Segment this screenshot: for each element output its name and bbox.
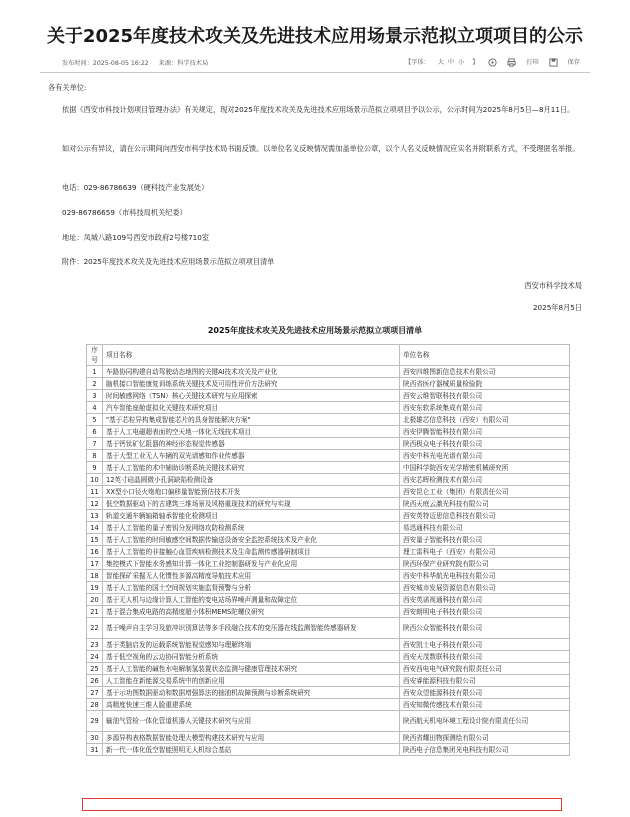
unit-name-cell: 西安众望能源科技有限公司	[400, 687, 570, 699]
row-number: 13	[87, 510, 103, 522]
table-row	[87, 402, 570, 414]
header-project-name: 项目名称	[103, 345, 400, 366]
unit-name-cell: 西安中科华航光电科技有限公司	[400, 570, 570, 582]
table-row	[87, 618, 570, 639]
table-row	[87, 699, 570, 711]
project-name-cell: 轨道交通车辆轴箱轴承智能化检测项目	[103, 510, 400, 522]
project-name-cell: 基于人工电磁超表面的空天地一体化无线技术项目	[103, 426, 400, 438]
project-name-cell: 集控模式下智能水务感知计算一体化工业控制器研发与产业化应用	[103, 558, 400, 570]
unit-name-cell: 西安英特迈思信息科技有限公司	[400, 510, 570, 522]
contact-phone-1: 电话：029-86786639（硬科技产业发展处）	[62, 183, 209, 192]
unit-name-cell: 陕西公众智能科技有限公司	[400, 618, 570, 639]
list-title: 2025年度技术攻关及先进技术应用场景示范拟立项项目清单	[207, 326, 423, 335]
unit-name-cell: 陕西省医疗器械质量检验院	[400, 378, 570, 390]
unit-name-cell: 西安芯晖检测技术有限公司	[400, 474, 570, 486]
table-row	[87, 474, 570, 486]
row-number: 2	[87, 378, 103, 390]
table-row	[87, 546, 570, 558]
unit-name-cell: 陕西电子信息集团光电科技有限公司	[400, 744, 570, 756]
contact-phone-2: 029-86786659（市科技局机关纪委）	[62, 208, 187, 217]
font-size-close: 】	[472, 59, 479, 66]
row-number: 5	[87, 414, 103, 426]
project-name-cell: 基于类脑启发的运载系统智能视觉感知与理解终端	[103, 639, 400, 651]
font-size-small-link[interactable]: 小	[458, 59, 465, 66]
notice-paragraph-1: 依据《西安市科技计划项目管理办法》有关规定，现对2025年度技术攻关及先进技术应用场景示范拟立项项目予以公示，公示时间为2025年8月5日—8月11日。	[62, 105, 575, 114]
table-row	[87, 498, 570, 510]
print-icon	[507, 58, 516, 67]
table-row	[87, 486, 570, 498]
row-number: 27	[87, 687, 103, 699]
project-name-cell: 输油气管检一体化管道机器人关键技术研究与应用	[103, 711, 400, 732]
row-number: 15	[87, 534, 103, 546]
table-row	[87, 732, 570, 744]
table-row	[87, 462, 570, 474]
header-unit-name: 单位名称	[400, 345, 570, 366]
row-number: 16	[87, 546, 103, 558]
article-meta-bar	[40, 55, 590, 71]
unit-name-cell: 北极雄芯信息科技（西安）有限公司	[400, 414, 570, 426]
salutation: 各有关单位:	[48, 83, 87, 92]
project-name-cell: 基于人工智能的术中辅助诊断系统关键技术研究	[103, 462, 400, 474]
project-name-cell: 基于示功图数据驱动和数据增强算法的抽油机故障预测与诊断系统研究	[103, 687, 400, 699]
table-row	[87, 570, 570, 582]
row-number: 24	[87, 651, 103, 663]
table-row	[87, 606, 570, 618]
project-name-cell: 脑机接口智能康复训练系统关键技术及可用性评价方法研究	[103, 378, 400, 390]
row-number: 8	[87, 450, 103, 462]
project-name-cell: 12英寸硅晶圆微小孔洞缺陷检测设备	[103, 474, 400, 486]
print-label: 打印	[526, 59, 539, 66]
publish-info	[62, 58, 216, 67]
unit-name-cell: 西安睿能源科技有限公司	[400, 675, 570, 687]
project-name-cell: 低空数据驱动下的古建筑三维场景及风格重现技术的研究与实现	[103, 498, 400, 510]
row-number: 10	[87, 474, 103, 486]
project-name-cell: 基于人工智能的国土空间规划实施监督预警与分析	[103, 582, 400, 594]
signer: 西安市科学技术局	[524, 281, 582, 290]
print-button[interactable]	[507, 59, 540, 66]
share-icon	[488, 58, 497, 67]
project-name-cell: 高精度快速三维人脸重建系统	[103, 699, 400, 711]
publish-time: 发布时间：2025-08-05 16:22	[62, 60, 149, 67]
table-row	[87, 390, 570, 402]
project-name-cell: 基于人工智能的量子密钥分发网络攻防检测系统	[103, 522, 400, 534]
unit-name-cell: 陕西航天机电环境工程设计院有限责任公司	[400, 711, 570, 732]
table-row	[87, 534, 570, 546]
unit-name-cell: 西安云维智联科技有限公司	[400, 390, 570, 402]
project-name-cell: 基于无人机与边缘计算人工智能的变电站场界噪声测量和故障定位	[103, 594, 400, 606]
row-number: 31	[87, 744, 103, 756]
table-row	[87, 366, 570, 378]
table-row	[87, 438, 570, 450]
project-name-cell: XX型小口径火炮炮口偏移量智能预估技术开发	[103, 486, 400, 498]
table-row	[87, 582, 570, 594]
table-row	[87, 450, 570, 462]
project-name-cell: 基于混合集成电路的高精度超小体积MEMS陀螺仪研究	[103, 606, 400, 618]
highlight-box	[82, 798, 562, 811]
table-row	[87, 510, 570, 522]
unit-name-cell: 理工雷科电子（西安）有限公司	[400, 546, 570, 558]
row-number: 19	[87, 582, 103, 594]
table-row	[87, 426, 570, 438]
header-no: 序号	[87, 345, 103, 366]
table-row	[87, 378, 570, 390]
project-name-cell: 基于人工智能的碱性水电解制氢装置状态监测与健康管理技术研究	[103, 663, 400, 675]
row-number: 14	[87, 522, 103, 534]
article-tools	[389, 57, 580, 67]
row-number: 11	[87, 486, 103, 498]
project-name-cell: 基于低空视角的云边协同智能分析系统	[103, 651, 400, 663]
project-name-cell: 新一代一体化低空智能照明无人机综合基站	[103, 744, 400, 756]
table-row	[87, 744, 570, 756]
unit-name-cell: 西安昆仑工业（集团）有限责任公司	[400, 486, 570, 498]
unit-name-cell: 陕西环保产业研究院有限公司	[400, 558, 570, 570]
unit-name-cell: 中国科学院西安光学精密机械研究所	[400, 462, 570, 474]
source-label: 来源：科学技术局	[158, 60, 209, 67]
project-name-cell: 汽车智能座舱虚拟化关键技术研究项目	[103, 402, 400, 414]
unit-name-cell: 西安西电电气研究院有限责任公司	[400, 663, 570, 675]
attachment-link[interactable]: 附件：2025年度技术攻关及先进技术应用场景示范拟立项项目清单	[62, 257, 275, 266]
table-row	[87, 522, 570, 534]
project-name-cell: 多源异构表格数据智能处理大模型构建技术研究与应用	[103, 732, 400, 744]
notice-paragraph-2: 如对公示有异议，请在公示期间向西安市科学技术局书面反馈。以单位名义反映情况需加盖单位公章，以个人名义反映情况应实名并附联系方式，不受理匿名举报。	[62, 144, 580, 153]
row-number: 21	[87, 606, 103, 618]
unit-name-cell: 陕西极众电子科技有限公司	[400, 438, 570, 450]
table-row	[87, 711, 570, 732]
table-row	[87, 675, 570, 687]
row-number: 20	[87, 594, 103, 606]
table-row	[87, 651, 570, 663]
row-number: 30	[87, 732, 103, 744]
row-number: 23	[87, 639, 103, 651]
project-name-cell: 基于钙钛矿忆阻器的神经形态视觉传感器	[103, 438, 400, 450]
unit-name-cell: 陕西天庭云激光科技有限公司	[400, 498, 570, 510]
table-row	[87, 663, 570, 675]
table-header-row	[87, 345, 570, 366]
project-name-cell: 基于人工智能的时间敏感空间数据传输送设备安全监控系统技术及产业化	[103, 534, 400, 546]
project-name-cell: 人工智能在新能源交易系统中的创新应用	[103, 675, 400, 687]
table-row	[87, 687, 570, 699]
project-name-cell: 基于人工智能的非接触心血管疾病检测技术及生命监测传感器研制项目	[103, 546, 400, 558]
project-name-cell: 智能探矿采掘无人化惯性多源高精度导航技术应用	[103, 570, 400, 582]
sign-date: 2025年8月5日	[532, 303, 582, 312]
row-number: 18	[87, 570, 103, 582]
unit-name-cell: 西安朗明电子科技有限公司	[400, 606, 570, 618]
page-title: 关于2025年度技术攻关及先进技术应用场景示范拟立项项目的公示	[46, 26, 584, 47]
table-row	[87, 414, 570, 426]
row-number: 22	[87, 618, 103, 639]
font-size-control	[397, 59, 480, 66]
row-number: 12	[87, 498, 103, 510]
save-icon	[549, 58, 558, 67]
row-number: 26	[87, 675, 103, 687]
row-number: 17	[87, 558, 103, 570]
project-name-cell: 基于噪声自主学习及旅冲识别算法等多手段融合技术的变压器在线监测智能传感器研发	[103, 618, 400, 639]
unit-name-cell: 西安量子智能科技有限公司	[400, 534, 570, 546]
table-row	[87, 558, 570, 570]
row-number: 29	[87, 711, 103, 732]
unit-name-cell: 西安英诺视通科技有限公司	[400, 594, 570, 606]
unit-name-cell: 西安天茂数联科技有限公司	[400, 651, 570, 663]
save-button[interactable]	[549, 59, 580, 66]
unit-name-cell: 陕西省耀田物探测绘有限公司	[400, 732, 570, 744]
project-name-cell: "基于芯粒异构集成智能芯片的具身智能解决方案"	[103, 414, 400, 426]
unit-name-cell: 西安四维图新信息技术有限公司	[400, 366, 570, 378]
unit-name-cell: 西安伊腾智能科技有限公司	[400, 426, 570, 438]
unit-name-cell: 西安知微传感技术有限公司	[400, 699, 570, 711]
project-name-cell: 车路协同构建自动驾驶动态地图的关键AI技术攻关及产业化	[103, 366, 400, 378]
header-divider	[40, 72, 590, 73]
unit-name-cell: 西安东软系统集成有限公司	[400, 402, 570, 414]
share-button[interactable]	[488, 59, 499, 66]
unit-name-cell: 易迅通科技有限公司	[400, 522, 570, 534]
font-size-large-link[interactable]: 大	[437, 59, 444, 66]
save-label: 保存	[567, 59, 580, 66]
row-number: 3	[87, 390, 103, 402]
project-name-cell: 时间敏感网络（TSN）核心关键技术研究与应用探索	[103, 390, 400, 402]
row-number: 9	[87, 462, 103, 474]
font-size-medium-link[interactable]: 中	[447, 59, 455, 66]
row-number: 28	[87, 699, 103, 711]
project-list-table	[86, 344, 570, 756]
unit-name-cell: 西安中科光电光谱有限公司	[400, 450, 570, 462]
font-size-label: 【字体：	[404, 59, 430, 66]
row-number: 4	[87, 402, 103, 414]
row-number: 6	[87, 426, 103, 438]
table-row	[87, 639, 570, 651]
contact-address: 地址：凤城八路109号西安市政府2号楼710室	[62, 233, 210, 242]
row-number: 25	[87, 663, 103, 675]
unit-name-cell: 西安凯士电子科技有限公司	[400, 639, 570, 651]
project-name-cell: 基于大型工业无人车辆的双光谱感知作业传感器	[103, 450, 400, 462]
unit-name-cell: 西安城市发展资源信息有限公司	[400, 582, 570, 594]
row-number: 1	[87, 366, 103, 378]
row-number: 7	[87, 438, 103, 450]
table-row	[87, 594, 570, 606]
